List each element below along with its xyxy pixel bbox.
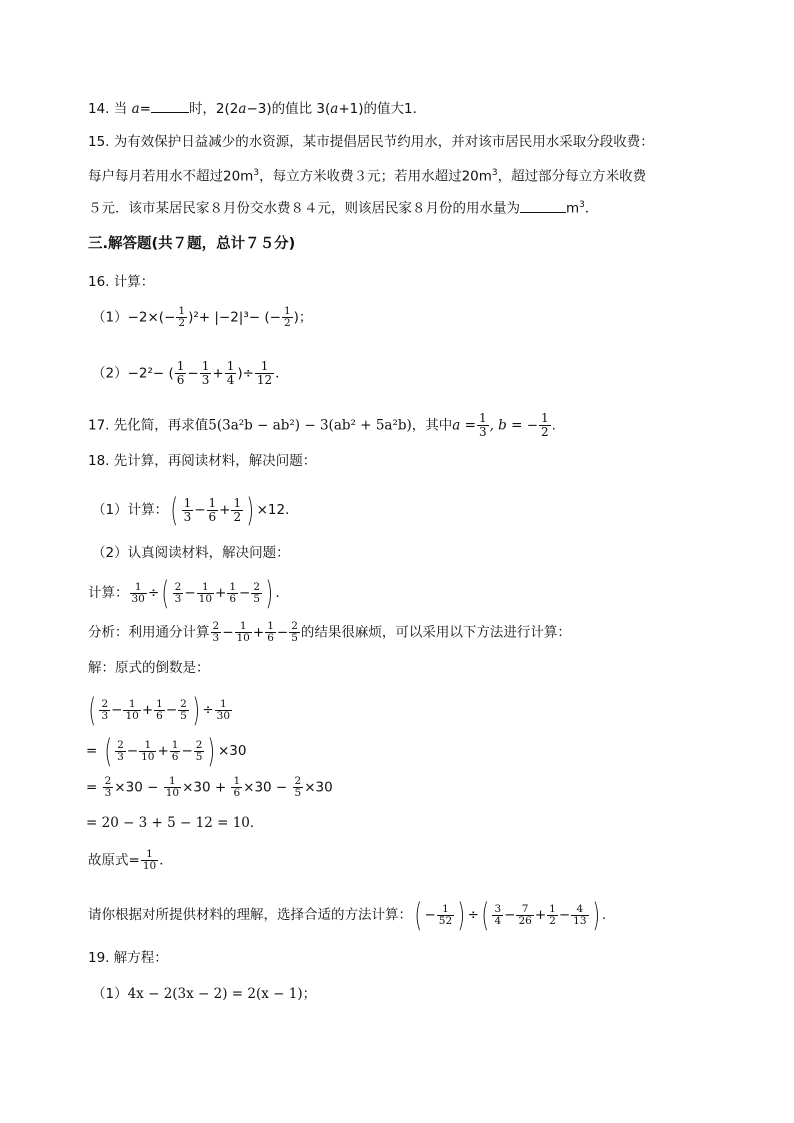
fraction: $\frac{1}{3}$ (478, 411, 487, 439)
question-18-analysis: 分析：利用通分计算 $\frac{2}{3}$ − $\frac{1}{10}$ + $\frac{1}{6}$ − $\frac{2}{5}$ 的结果很麻烦，可以采用以下方法进行计算： (88, 620, 571, 644)
question-15-line1: 15. 为有效保护日益减少的水资源，某市提倡居民节约用水，并对该市居民用水采取分段收费： (88, 134, 654, 150)
fraction: $\frac{1}{4}$ (226, 359, 235, 387)
answer-blank[interactable] (520, 212, 566, 213)
question-16-part2: （2）−2²− ( $\frac{1}{6}$ − $\frac{1}{3}$ + $\frac{1}{4}$ )÷ $\frac{1}{12}$ ． (92, 359, 289, 387)
fraction: $\frac{1}{2}$ (541, 411, 549, 439)
fraction: $\frac{1}{2}$ (178, 305, 186, 329)
question-19-title: 19. 解方程： (88, 950, 168, 966)
fraction: $\frac{1}{6}$ (208, 495, 217, 524)
question-17: 17. 先化简，再求值5(3a²b − ab²) − 3(ab² + 5a²b)，其中a = $\frac{1}{3}$ , b = − $\frac{1}{2}$ . (88, 411, 556, 439)
solution-intro: 解：原式的倒数是： (88, 660, 210, 676)
fraction: $\frac{1}{2}$ (283, 305, 291, 329)
question-18-part2: （2）认真阅读材料，解决问题： (92, 545, 290, 561)
fraction: $\frac{1}{12}$ (256, 359, 273, 387)
question-16-title: 16. 计算： (88, 274, 155, 290)
fraction: $\frac{1}{2}$ (233, 495, 242, 524)
solution-step4: = 20 − 3 + 5 − 12 = 10． (86, 815, 264, 831)
question-19-part1: （1）4x − 2(3x − 2) = 2(x − 1)； (92, 986, 317, 1002)
question-16-part1: （1）−2×(− $\frac{1}{2}$ )²+ |−2|³− (− $\frac{1}{2}$ )； (92, 305, 313, 329)
fraction: $\frac{1}{6}$ (176, 359, 185, 387)
fraction: $\frac{1}{3}$ (183, 495, 192, 524)
question-15-line2: 每户每月若用水不超过$20m^3$，每立方米收费３元；若用水超过$20m^3$，超过部分每立方米收费 (88, 168, 647, 185)
section-heading: 三.解答题(共７题，总计７５分) (88, 236, 296, 252)
question-15-line3: ５元．该市某居民家８月份交水费８４元，则该居民家８月份的用水量为 $m^3$． (88, 200, 599, 217)
question-18-title: 18. 先计算，再阅读材料，解决问题： (88, 453, 317, 469)
question-18-ask: 请你根据对所提供材料的理解，选择合适的方法计算：( − $\frac{1}{52}$ ) ÷( $\frac{3}{4}$ − $\frac{7}{26}$ + $\frac{1}{2}$ − $\frac{4}{13}$ ) ． (88, 896, 616, 934)
solution-step1: ( $\frac{2}{3}$ − $\frac{1}{10}$ + $\frac{1}{6}$ − $\frac{2}{5}$ ) ÷ $\frac{1}{30}$ (88, 691, 231, 729)
solution-step2: = ( $\frac{2}{3}$ − $\frac{1}{10}$ + $\frac{1}{6}$ − $\frac{2}{5}$ ) ×30 (86, 732, 247, 770)
solution-answer: 故原式= $\frac{1}{10}$ ． (88, 848, 173, 872)
question-18-calc: 计算： $\frac{1}{30}$ ÷( $\frac{2}{3}$ − $\frac{1}{10}$ + $\frac{1}{6}$ − $\frac{2}{5}$ ) ． (88, 574, 290, 612)
solution-step3: = $\frac{2}{3}$ ×30 − $\frac{1}{10}$ ×30 + $\frac{1}{6}$ ×30 − $\frac{2}{5}$ ×30 (86, 775, 333, 799)
answer-blank[interactable] (151, 112, 189, 113)
question-18-part1: （1）计算：( $\frac{1}{3}$ − $\frac{1}{6}$ + $\frac{1}{2}$ ) ×12． (92, 491, 299, 529)
question-14: 14. 当 a= 时，2(2a−3)的值比 3(a+1)的值大1． (88, 101, 427, 117)
fraction: $\frac{1}{3}$ (201, 359, 210, 387)
